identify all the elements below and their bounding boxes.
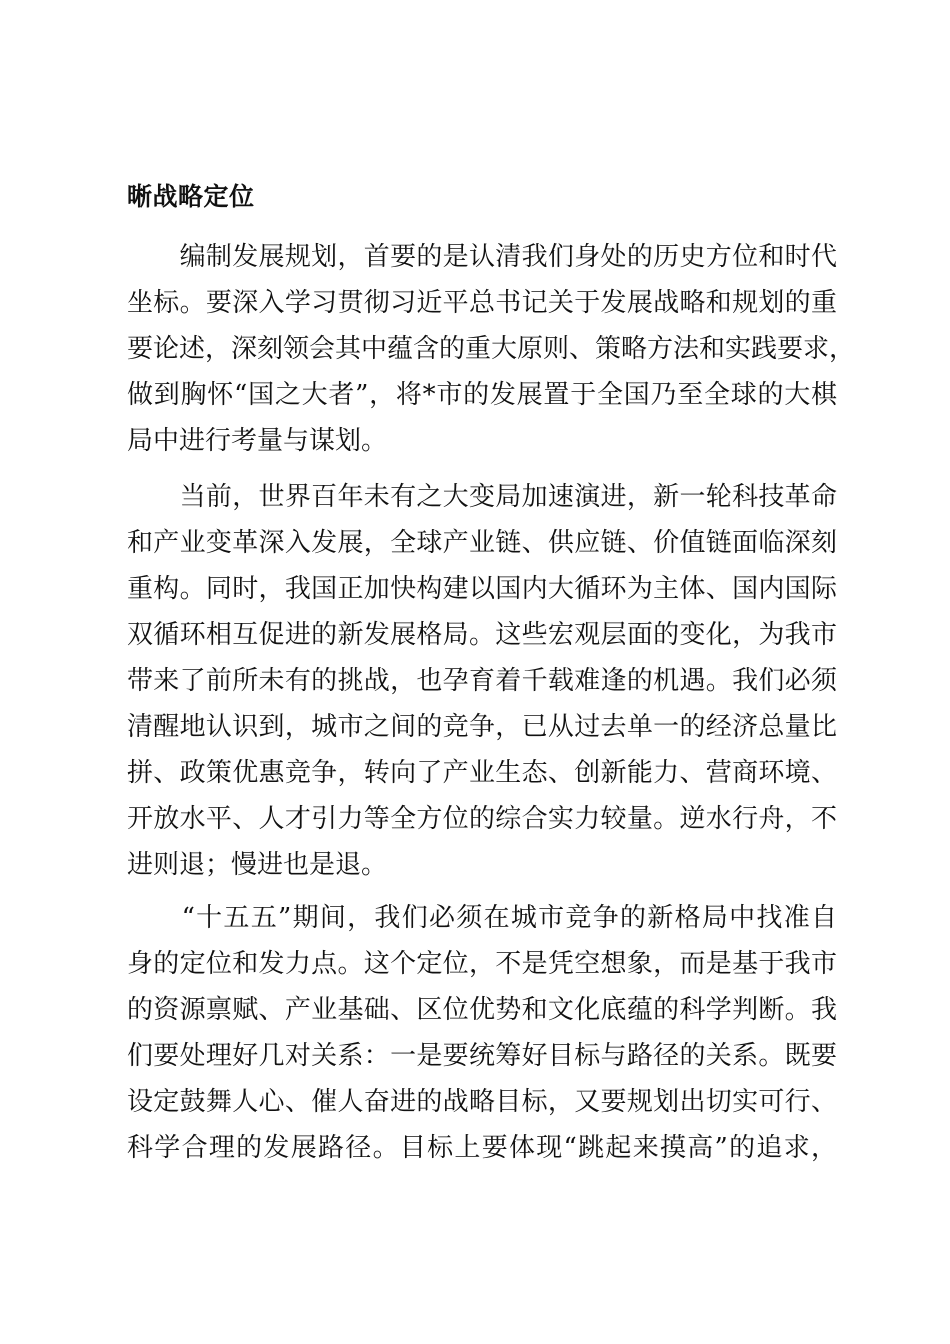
paragraph-2-line-6: 清醒地认识到，城市之间的竞争，已从过去单一的经济总量比: [127, 712, 837, 742]
paragraph-3-line-6: 科学合理的发展路径。目标上要体现“跳起来摸高”的追求，: [127, 1133, 837, 1163]
paragraph-2-line-7: 拼、政策优惠竞争，转向了产业生态、创新能力、营商环境、: [127, 758, 837, 788]
paragraph-1-line-4: 做到胸怀“国之大者”，将*市的发展置于全国乃至全球的大棋: [127, 380, 837, 410]
section-heading: 晰战略定位: [127, 182, 255, 211]
paragraph-3-line-5: 设定鼓舞人心、催人奋进的战略目标，又要规划出切实可行、: [127, 1087, 837, 1117]
paragraph-2-line-1: 当前，世界百年未有之大变局加速演进，新一轮科技革命: [127, 482, 837, 512]
paragraph-2-line-9: 进则退；慢进也是退。: [127, 850, 388, 880]
paragraph-2-line-3: 重构。同时，我国正加快构建以国内大循环为主体、国内国际: [127, 574, 837, 604]
paragraph-2-line-2: 和产业变革深入发展，全球产业链、供应链、价值链面临深刻: [127, 528, 837, 558]
paragraph-2-line-4: 双循环相互促进的新发展格局。这些宏观层面的变化，为我市: [127, 620, 837, 650]
paragraph-3-line-4: 们要处理好几对关系：一是要统筹好目标与路径的关系。既要: [127, 1041, 837, 1071]
paragraph-3-line-2: 身的定位和发力点。这个定位，不是凭空想象，而是基于我市: [127, 949, 837, 979]
paragraph-1-line-2: 坐标。要深入学习贯彻习近平总书记关于发展战略和规划的重: [127, 288, 837, 318]
paragraph-2-line-5: 带来了前所未有的挑战，也孕育着千载难逢的机遇。我们必须: [127, 666, 837, 696]
paragraph-1-line-3: 要论述，深刻领会其中蕴含的重大原则、策略方法和实践要求，: [127, 334, 856, 364]
paragraph-1-line-1: 编制发展规划，首要的是认清我们身处的历史方位和时代: [127, 242, 837, 272]
paragraph-3-line-3: 的资源禀赋、产业基础、区位优势和文化底蕴的科学判断。我: [127, 995, 837, 1025]
paragraph-3-line-1: “十五五”期间，我们必须在城市竞争的新格局中找准自: [127, 903, 837, 933]
paragraph-1-line-5: 局中进行考量与谋划。: [127, 426, 388, 456]
paragraph-2-line-8: 开放水平、人才引力等全方位的综合实力较量。逆水行舟，不: [127, 804, 837, 834]
